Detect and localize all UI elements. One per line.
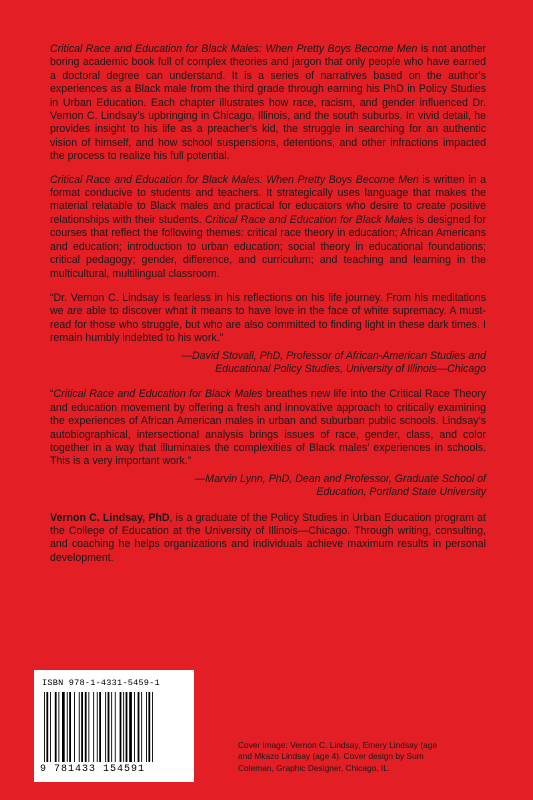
description-text: is not another boring academic book full of complex theories and jargon that only people who have earned a doctoral degree can understand. It is a series of narratives based on the author’s experiences as a Black male from the third grade through earning his PhD in Policy Studies in Urban Education. Each chapter illustrates how race, racism, and gender influenced Dr. Vernon C. Lindsay’s upbringing in Chicago, Illinois, and the south suburbs. In vivid detail, he provides insight to his life as a preacher’s kid, the struggle in searching for an authentic vision of himself, and how school suspensions, detentions, and other infractions impacted the process to realize his full potential. xyxy=(50,43,487,163)
cover-credit: Cover image: Vernon C. Lindsay, Emery Lindsay (age and Mkazo Lindsay (age 4). Cover design by Sum Coleman, Graphic Designer, Chicago, IL. xyxy=(238,740,438,773)
bio-text: , is a graduate of the Policy Studies in Urban Education program at the College of Education at the University of Illinois—Chicago. Through writing, consulting, and coaching he helps organizations and individuals achieve maximum results in personal development. xyxy=(50,511,486,564)
endorsement-quote-1: “Dr. Vernon C. Lindsay is fearless in his reflections on his life journey. From his meditations we are able to discover what it means to have love in the face of white supremacy. A must-read for those who struggle, but who are also committed to finding light in these dark times. I remain humbly indebted to his work.” xyxy=(50,291,486,345)
author-bio xyxy=(50,512,486,566)
description-paragraph-2 xyxy=(50,174,486,281)
description-paragraph-1 xyxy=(50,43,486,164)
book-title-short: Critical Race and Education for Black Males xyxy=(53,388,263,401)
back-cover-text xyxy=(50,43,486,576)
author-name: Vernon C. Lindsay, PhD xyxy=(50,511,170,524)
endorsement-attribution-2: —Marvin Lynn, PhD, Dean and Professor, Graduate School of Education, Portland State University xyxy=(194,472,486,499)
book-title-short: Critical Race and Education for Black Males xyxy=(205,213,414,226)
description-text: is written in a format conducive to students and teachers. It strategically uses language that makes the material relatable to Black males and practical for educators who desire to create positive relationships with their students. xyxy=(50,173,487,226)
endorsement-quote-2: “Critical Race and Education for Black Males breathes new life into the Critical Race Theory and education movement by offering a fresh and innovative approach to critically examining the experiences of African American males in urban and suburban public schools. Lindsay’s autobiographical, intersectional analysis brings issues of race, gender, class, and color together in a way that illuminates the complexities of Black males’ experiences in schools. This is a very important work.” xyxy=(50,388,486,468)
barcode-digits: 9 781433 154591 xyxy=(40,764,146,775)
endorsement-attribution-1: —David Stovall, PhD, Professor of African-American Studies and Educational Policy Studies, University of Illinois—Chicago xyxy=(181,349,486,375)
barcode-bars-icon xyxy=(44,692,184,762)
isbn-barcode xyxy=(34,670,194,782)
isbn-label: ISBN 978-1-4331-5459-1 xyxy=(42,678,160,688)
book-title: Critical Race and Education for Black Males: When Pretty Boys Become Men xyxy=(50,173,419,186)
book-title: Critical Race and Education for Black Males: When Pretty Boys Become Men xyxy=(50,43,418,55)
description-text: is designed for courses that reflect the following themes: critical race theory in education; African Americans and education; introduction to urban education; social theory in educational foundations; critical pedagogy; gender, difference, and curriculum; and teaching and learning in the multicultural, multilingual classroom. xyxy=(50,213,486,280)
